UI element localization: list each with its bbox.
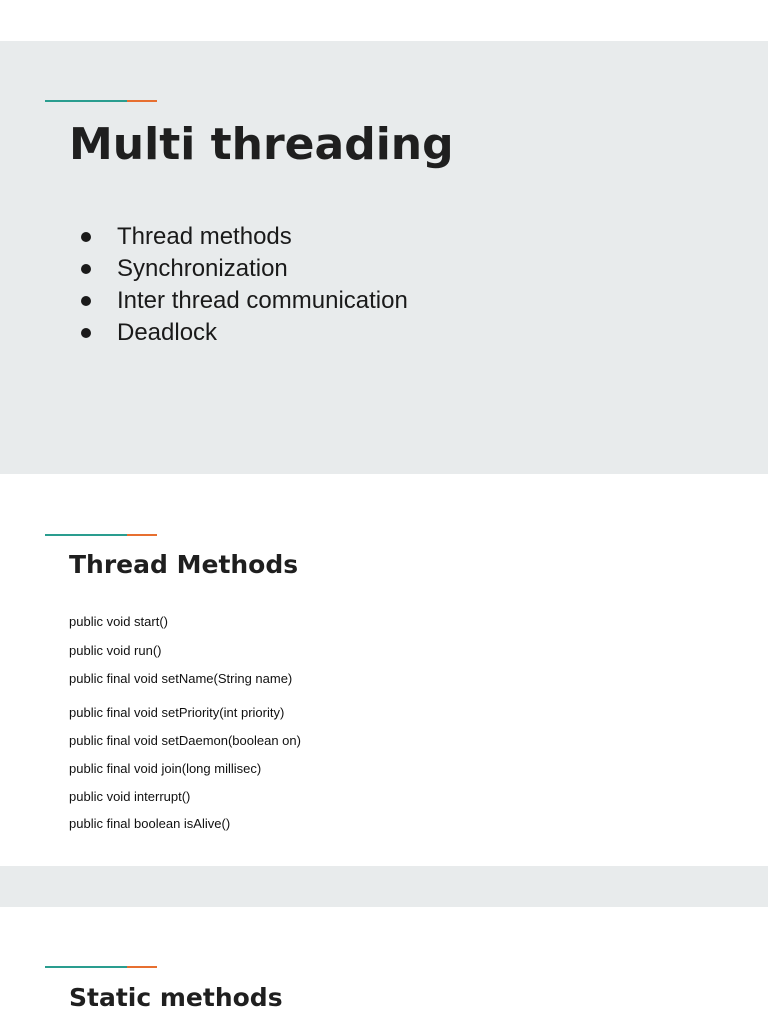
title-accent-line	[45, 966, 157, 968]
title-accent-line	[45, 534, 157, 536]
accent-orange-segment	[127, 534, 157, 536]
accent-orange-segment	[127, 966, 157, 968]
list-item	[78, 285, 408, 317]
slide-title: Static methods	[69, 983, 283, 1012]
slide-static-methods	[0, 907, 768, 1024]
accent-teal-segment	[45, 534, 127, 536]
topic-list	[78, 221, 408, 349]
slide-title: Thread Methods	[69, 550, 299, 579]
list-item	[78, 317, 408, 349]
list-item	[78, 253, 408, 285]
list-item: public final void join(long millisec)	[69, 761, 262, 776]
list-item-label: Synchronization	[117, 255, 288, 282]
list-item: public void interrupt()	[69, 789, 191, 804]
bullet-dot-icon	[81, 264, 91, 274]
list-item-label: Deadlock	[117, 319, 218, 346]
list-item-label: Inter thread communication	[117, 287, 408, 314]
slide-thread-methods	[0, 474, 768, 866]
bullet-dot-icon	[81, 328, 91, 338]
slide-gap	[0, 866, 768, 907]
list-item: public final void setPriority(int priority)	[69, 705, 285, 720]
list-item	[78, 221, 408, 253]
bullet-dot-icon	[81, 232, 91, 242]
bullet-dot-icon	[81, 296, 91, 306]
slide-multi-threading	[0, 41, 768, 474]
list-item: public final void setDaemon(boolean on)	[69, 733, 301, 748]
list-item: public void run()	[69, 643, 162, 658]
accent-teal-segment	[45, 100, 127, 102]
accent-teal-segment	[45, 966, 127, 968]
list-item: public final boolean isAlive()	[69, 816, 231, 831]
list-item: public final void setName(String name)	[69, 671, 293, 686]
title-accent-line	[45, 100, 157, 102]
list-item-label: Thread methods	[117, 223, 292, 250]
list-item: public void start()	[69, 614, 168, 629]
accent-orange-segment	[127, 100, 157, 102]
slide-title: Multi threading	[69, 119, 454, 170]
